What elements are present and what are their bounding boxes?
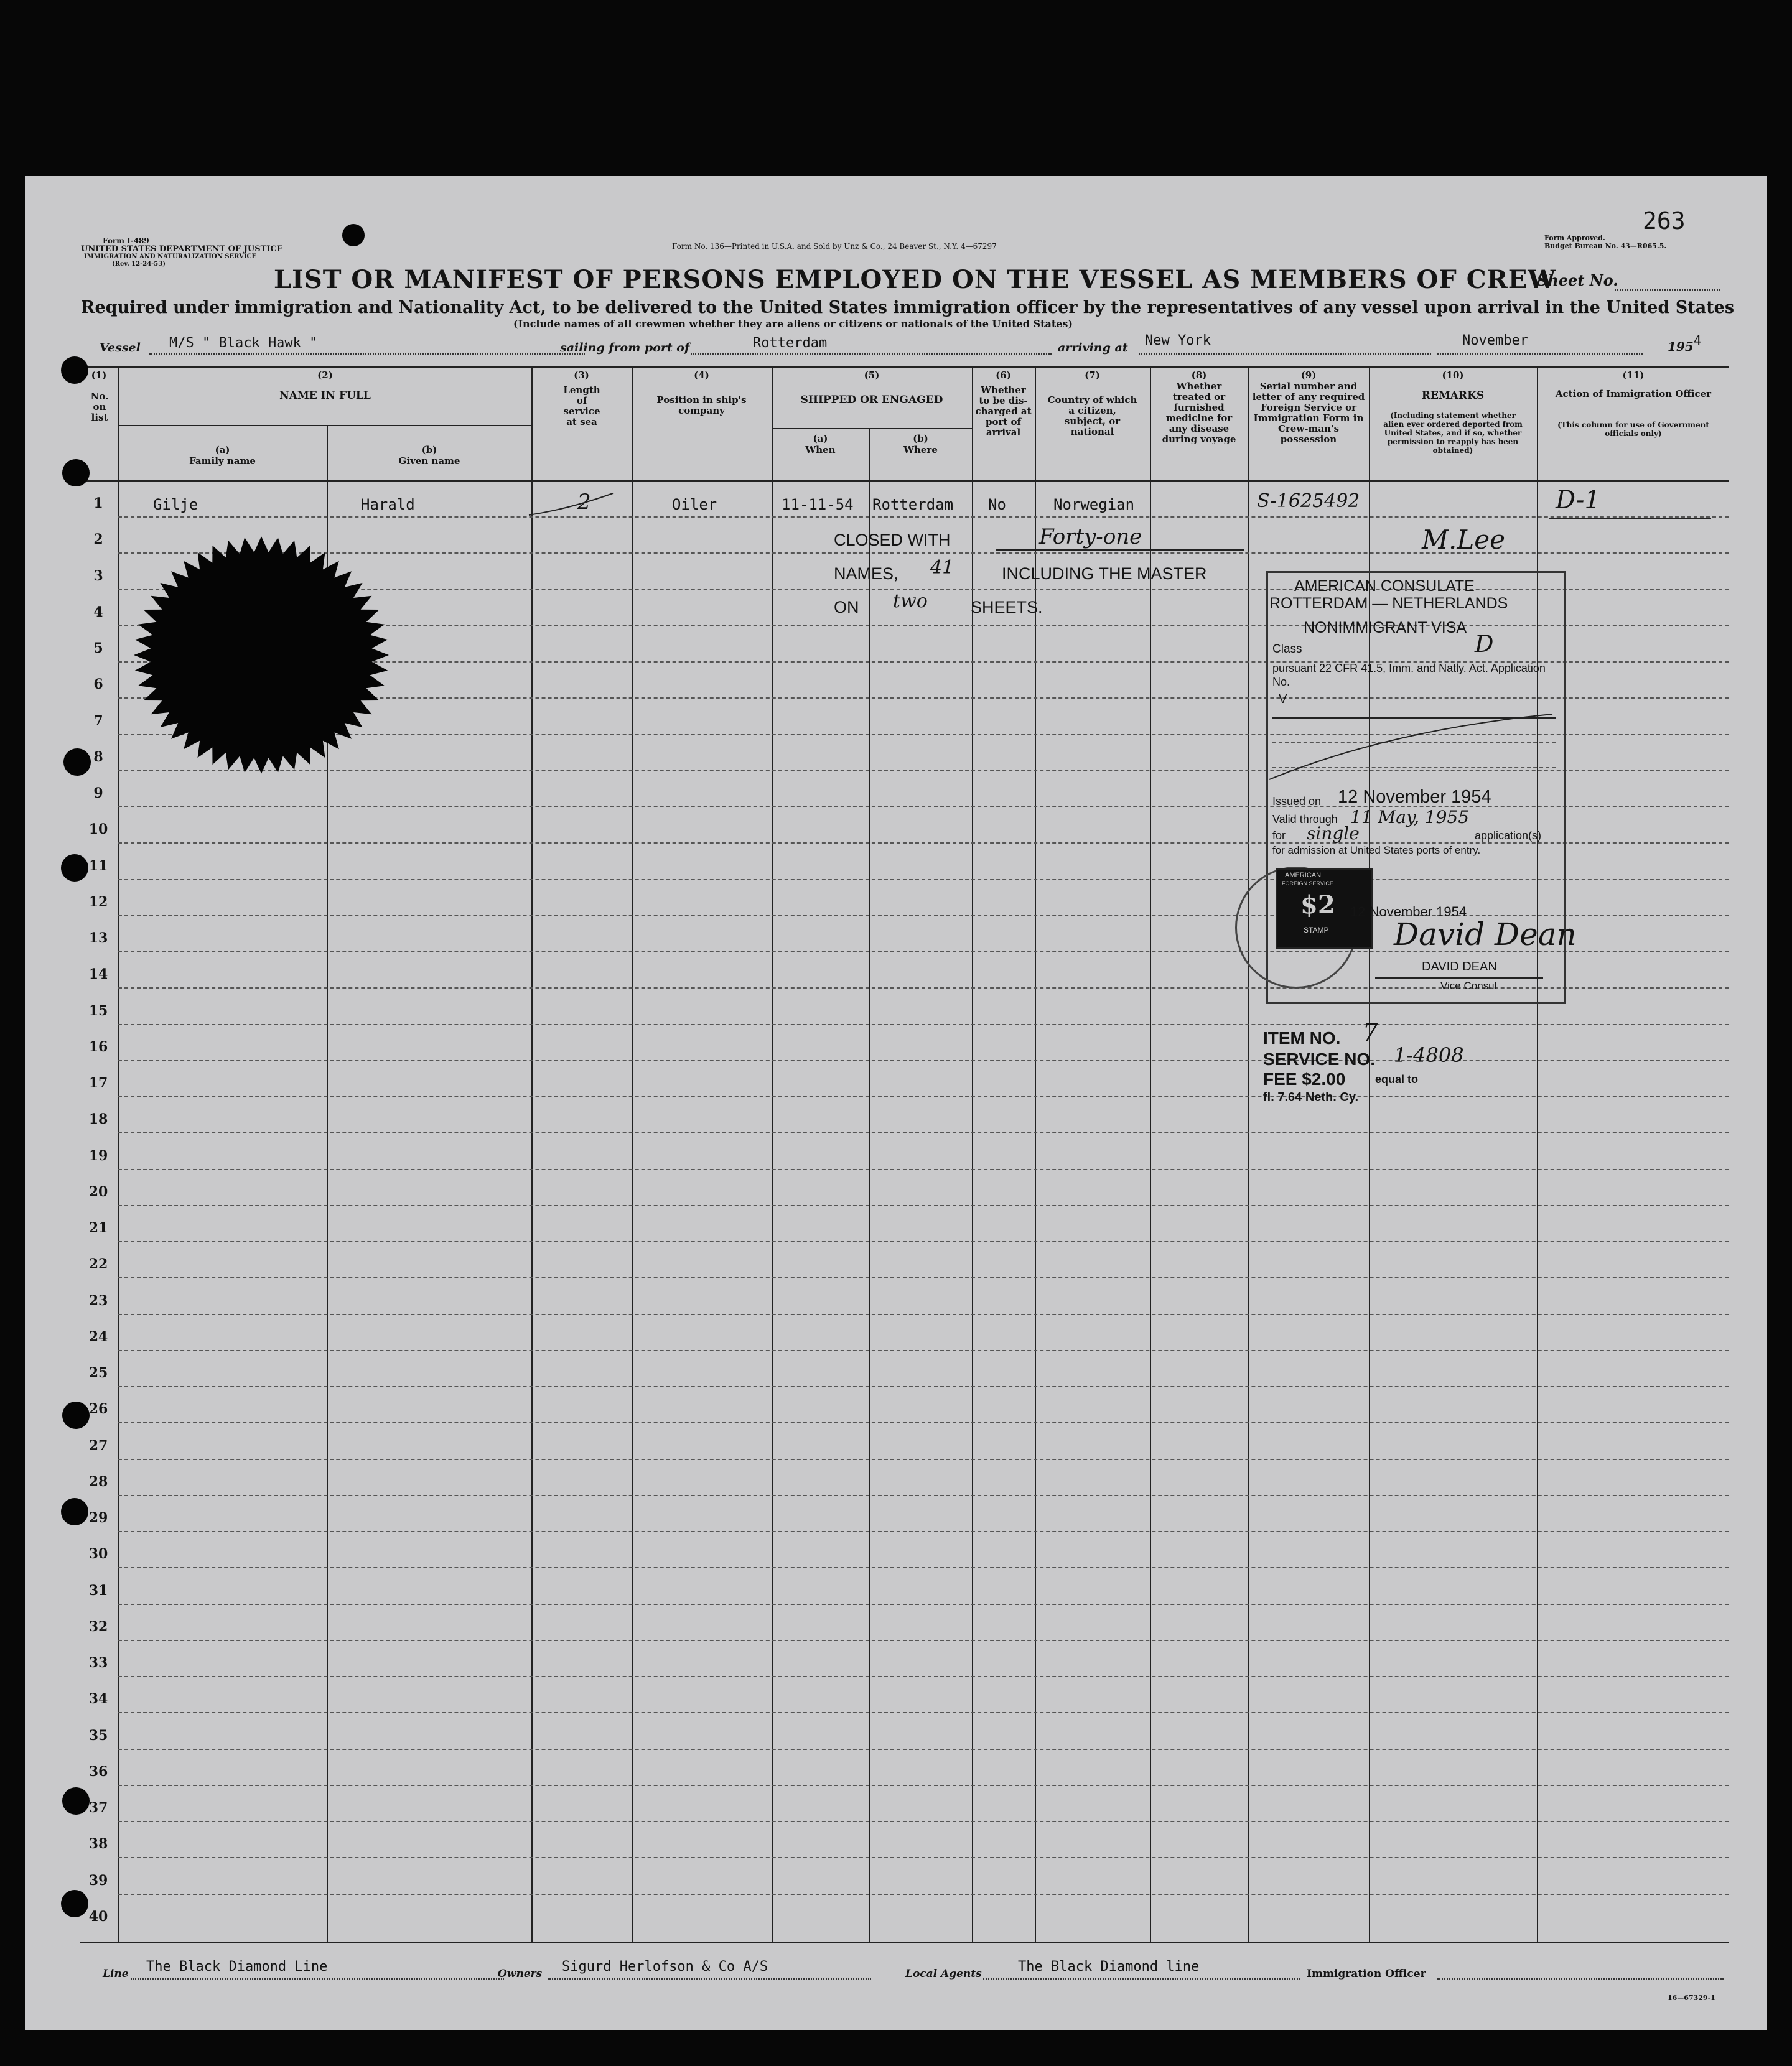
punch-hole [61, 1890, 88, 1917]
row-number: 7 [93, 712, 103, 729]
form-subtitle: Required under immigration and Nationality Act, to be delivered to the United States immigration officer by the representatives of any vessel upon arrival in the United States [81, 298, 1735, 317]
col5-num: (5) [864, 370, 880, 381]
form-approved: Form Approved. [1544, 234, 1605, 242]
action-underline [1549, 518, 1711, 519]
visa-officer-title: Vice Consul [1440, 980, 1497, 992]
col-divider-6 [869, 428, 870, 1943]
including-master-label: INCLUDING THE MASTER [1002, 564, 1207, 583]
footer-form-code: 16—67329-1 [1668, 1994, 1715, 2002]
row-number: 24 [88, 1328, 108, 1345]
visa-class-value: D [1475, 630, 1494, 658]
col-divider-4 [632, 366, 633, 1943]
row-number: 27 [88, 1437, 108, 1454]
entry-family-name: Gilje [153, 496, 198, 513]
punch-hole [62, 1402, 90, 1429]
row-divider [118, 1386, 1729, 1387]
item-no-value: 7 [1363, 1019, 1378, 1046]
visa-for-label: for [1272, 829, 1286, 842]
sailing-label: sailing from port of [560, 341, 690, 355]
fee-amount: fl. 7.64 Neth. Cy. [1263, 1091, 1359, 1104]
closed-with-value: Forty-one [1039, 524, 1142, 549]
row-number: 5 [93, 640, 103, 656]
col8-num: (8) [1191, 370, 1207, 381]
row-number: 11 [88, 857, 108, 874]
sailing-underline [691, 352, 1052, 355]
visa-line2: ROTTERDAM — NETHERLANDS [1269, 595, 1508, 612]
fee-stamp-bottom: STAMP [1304, 926, 1329, 934]
names-label: NAMES, [834, 564, 898, 583]
sheets-value: two [893, 590, 928, 612]
footer-line-value: The Black Diamond Line [146, 1959, 328, 1975]
footer-officer-label: Immigration Officer [1307, 1968, 1426, 1980]
col-divider-3 [531, 366, 533, 1943]
entry-action: D-1 [1556, 486, 1600, 514]
col8-header: Whether treated or furnished medicine for any disease during voyage [1162, 381, 1236, 445]
row-divider [118, 1894, 1729, 1895]
entry-length-of-service: 2 [577, 490, 591, 514]
col11-note: (This column for use of Government officials only) [1557, 421, 1709, 438]
sheet-no-label: Sheet No. [1537, 271, 1618, 289]
sailing-value: Rotterdam [753, 335, 828, 351]
footer-owners-value: Sigurd Herlofson & Co A/S [562, 1959, 768, 1975]
row-number: 12 [88, 893, 108, 910]
row-number: 19 [88, 1147, 108, 1164]
row-divider [118, 1676, 1729, 1677]
row-divider [118, 1567, 1729, 1568]
row-number: 33 [88, 1655, 108, 1671]
row-number: 35 [88, 1727, 108, 1744]
punch-hole [62, 1787, 90, 1815]
punch-hole [342, 224, 365, 246]
closed-underline [996, 549, 1244, 551]
col-divider-10 [1248, 366, 1249, 1943]
arriving-value: New York [1145, 333, 1211, 348]
row-number: 6 [93, 676, 103, 693]
shipped-subheader-line [772, 428, 972, 429]
sheets-label: SHEETS. [971, 598, 1043, 617]
footer-line-label: Line [103, 1968, 129, 1980]
entry-when: 11-11-54 [782, 496, 854, 513]
visa-officer-rule [1375, 977, 1543, 979]
row-divider [118, 1821, 1729, 1822]
row-number: 8 [93, 748, 103, 765]
row-divider [118, 1169, 1729, 1170]
col7-header: Country of which a citizen, subject, or national [1047, 394, 1137, 437]
footer-line-underline [131, 1977, 504, 1980]
entry-serial: S-1625492 [1257, 490, 1360, 512]
row-number: 15 [88, 1002, 108, 1019]
fee-equiv: equal to [1375, 1073, 1419, 1086]
col6-header: Whether to be dis-charged at port of arrival [975, 384, 1032, 438]
form-subnote: (Include names of all crewmen whether they are aliens or citizens or nationals of the United States) [513, 318, 1073, 330]
arriving-underline [1139, 352, 1431, 355]
col9-num: (9) [1300, 370, 1317, 381]
row-number: 26 [88, 1401, 108, 1418]
row-divider [118, 516, 1729, 518]
col5-header: SHIPPED OR ENGAGED [800, 394, 943, 406]
row-divider [118, 1241, 1729, 1242]
row-number: 28 [88, 1473, 108, 1490]
col-divider-9 [1150, 366, 1151, 1943]
col1-num: (1) [91, 370, 107, 381]
row-divider [118, 1640, 1729, 1641]
closing-initials: M.Lee [1422, 524, 1505, 555]
entry-country: Norwegian [1053, 496, 1135, 513]
arriving-label: arriving at [1058, 341, 1128, 355]
row-divider [118, 1531, 1729, 1532]
col11-header: Action of Immigration Officer [1555, 388, 1712, 399]
footer-owners-label: Owners [498, 1968, 543, 1980]
row-number: 38 [88, 1836, 108, 1853]
row-number: 1 [93, 495, 103, 511]
fee-stamp-amount: $2 [1300, 890, 1335, 919]
entry-position: Oiler [672, 496, 717, 513]
service-label: IMMIGRATION AND NATURALIZATION SERVICE [84, 253, 257, 260]
year-suffix: 4 [1694, 333, 1702, 348]
row-number: 17 [88, 1075, 108, 1091]
row-number: 37 [88, 1800, 108, 1816]
row-divider [118, 1604, 1729, 1605]
printer-note: Form No. 136—Printed in U.S.A. and Sold by Unz & Co., 24 Beaver St., N.Y. 4—67297 [672, 242, 997, 251]
row-number: 4 [93, 603, 103, 620]
col7-num: (7) [1085, 370, 1100, 381]
budget-bureau: Budget Bureau No. 43—R065.5. [1544, 242, 1667, 250]
entry-discharged: No [988, 496, 1006, 513]
row-divider [118, 1132, 1729, 1133]
visa-issued-value: 12 November 1954 [1338, 787, 1491, 807]
footer-owners-underline [548, 1977, 871, 1980]
col2b-num: (b) [421, 444, 437, 455]
row-number: 25 [88, 1365, 108, 1381]
row-number: 22 [88, 1256, 108, 1273]
fee-stamp-mid: FOREIGN SERVICE [1282, 880, 1333, 886]
col5a-num: (a) [813, 433, 828, 444]
visa-valid-label: Valid through [1272, 813, 1338, 826]
row-number: 14 [88, 966, 108, 983]
punch-hole [61, 854, 88, 882]
entry-where: Rotterdam [872, 496, 954, 513]
col2a-header: Family name [189, 455, 256, 467]
name-subheader-line [118, 425, 532, 426]
row-divider [118, 1024, 1729, 1025]
col11-num: (11) [1622, 370, 1645, 381]
service-no-label: SERVICE NO. [1263, 1049, 1375, 1069]
row-divider [118, 1350, 1729, 1351]
col5a-header: When [805, 444, 836, 455]
visa-for-value: single [1307, 823, 1360, 844]
service-no-value: 1-4808 [1394, 1043, 1464, 1067]
footer-agents-underline [983, 1977, 1300, 1980]
visa-line1: AMERICAN CONSULATE [1294, 577, 1475, 595]
row-divider [118, 1277, 1729, 1278]
visa-officer-name: DAVID DEAN [1422, 960, 1497, 974]
row-divider [118, 1749, 1729, 1750]
table-top-border [80, 366, 1729, 368]
row-divider [118, 1205, 1729, 1206]
row-number: 40 [88, 1908, 108, 1925]
row-divider [118, 1459, 1729, 1460]
names-value: 41 [930, 557, 954, 579]
row-number: 16 [88, 1038, 108, 1055]
row-number: 3 [93, 567, 103, 584]
row-number: 36 [88, 1763, 108, 1780]
on-label: ON [834, 598, 859, 617]
col3-num: (3) [574, 370, 589, 381]
visa-pursuant: pursuant 22 CFR 41.5, Imm. and Natly. Act. Application No. [1272, 662, 1546, 688]
vessel-underline [149, 352, 585, 355]
row-number: 13 [88, 930, 108, 946]
punch-hole [61, 1498, 88, 1525]
visa-date-line: 12 November 1954 [1350, 904, 1467, 919]
vessel-value: M/S " Black Hawk " [169, 335, 318, 351]
col10-header: REMARKS [1421, 389, 1485, 402]
row-divider [118, 1857, 1729, 1858]
row-number: 29 [88, 1510, 108, 1526]
row-divider [118, 1060, 1729, 1061]
punch-hole [61, 356, 88, 384]
fee-label: FEE $2.00 [1263, 1069, 1346, 1089]
col2-header: NAME IN FULL [279, 389, 371, 402]
footer-officer-underline [1437, 1977, 1724, 1980]
year-prefix: 195 [1668, 339, 1694, 354]
row-number: 39 [88, 1872, 108, 1889]
manifest-sheet [25, 176, 1767, 2030]
col10-num: (10) [1442, 370, 1464, 381]
col2b-header: Given name [398, 455, 460, 467]
footer-agents-value: The Black Diamond line [1018, 1959, 1200, 1975]
row-number: 34 [88, 1691, 108, 1708]
row-number: 31 [88, 1582, 108, 1599]
col10-note: (Including statement whether alien ever ordered deported from United States, and if so, whether permission to reapply has been obtained) [1383, 411, 1523, 455]
col4-header: Position in ship's company [656, 394, 747, 416]
visa-v-label: V [1279, 692, 1287, 706]
row-number: 9 [93, 785, 103, 801]
row-number: 21 [88, 1220, 108, 1236]
row-number: 18 [88, 1111, 108, 1128]
service-slash [526, 490, 619, 518]
entry-given-name: Harald [361, 496, 415, 513]
month-underline [1437, 352, 1643, 355]
col6-num: (6) [996, 370, 1011, 381]
visa-class-label: Class [1272, 643, 1302, 656]
visa-applications-label: application(s) [1475, 829, 1542, 842]
col-divider-5 [772, 366, 773, 1943]
col1-header: No. on list [90, 391, 109, 423]
row-divider [118, 1785, 1729, 1786]
row-number: 20 [88, 1183, 108, 1200]
visa-signature: David Dean [1394, 916, 1577, 952]
punch-hole [63, 748, 91, 776]
fee-stamp-top: AMERICAN [1285, 872, 1322, 879]
row-divider [118, 1495, 1729, 1496]
month-value: November [1462, 333, 1528, 348]
form-code: Form I-489 [103, 236, 149, 245]
closed-with-label: CLOSED WITH [834, 531, 951, 549]
vessel-label: Vessel [100, 341, 141, 355]
row-number: 2 [93, 531, 103, 548]
visa-line3: NONIMMIGRANT VISA [1304, 619, 1467, 636]
col3-header: Length of service at sea [563, 384, 600, 427]
visa-admission: for admission at United States ports of entry. [1272, 844, 1481, 856]
item-no-label: ITEM NO. [1263, 1028, 1341, 1048]
row-number: 30 [88, 1546, 108, 1563]
col5b-header: Where [903, 444, 938, 455]
row-divider [118, 1096, 1729, 1097]
embossed-seal [118, 524, 404, 786]
form-title: LIST OR MANIFEST OF PERSONS EMPLOYED ON THE VESSEL AS MEMBERS OF CREW [274, 265, 1557, 294]
col2-num: (2) [317, 370, 333, 381]
row-number: 23 [88, 1292, 108, 1309]
sheet-no-field [1615, 288, 1720, 291]
row-divider [118, 1314, 1729, 1315]
col4-num: (4) [694, 370, 709, 381]
department-label: UNITED STATES DEPARTMENT OF JUSTICE [81, 244, 283, 254]
visa-valid-value: 11 May, 1955 [1350, 807, 1470, 827]
row-divider [118, 1422, 1729, 1423]
col9-header: Serial number and letter of any required Foreign Service or Immigration Form in Crew-man's possession [1252, 381, 1365, 445]
visa-issued-label: Issued on [1272, 795, 1322, 807]
page-number: 263 [1643, 207, 1686, 235]
punch-hole [62, 459, 90, 486]
row-divider [118, 1712, 1729, 1713]
revision-label: (Rev. 12-24-53) [112, 261, 166, 268]
visa-strike [1266, 711, 1559, 783]
col5b-num: (b) [913, 433, 928, 444]
col2a-num: (a) [215, 444, 230, 455]
row-number: 10 [88, 821, 108, 838]
footer-agents-label: Local Agents [905, 1968, 982, 1980]
row-number: 32 [88, 1618, 108, 1635]
